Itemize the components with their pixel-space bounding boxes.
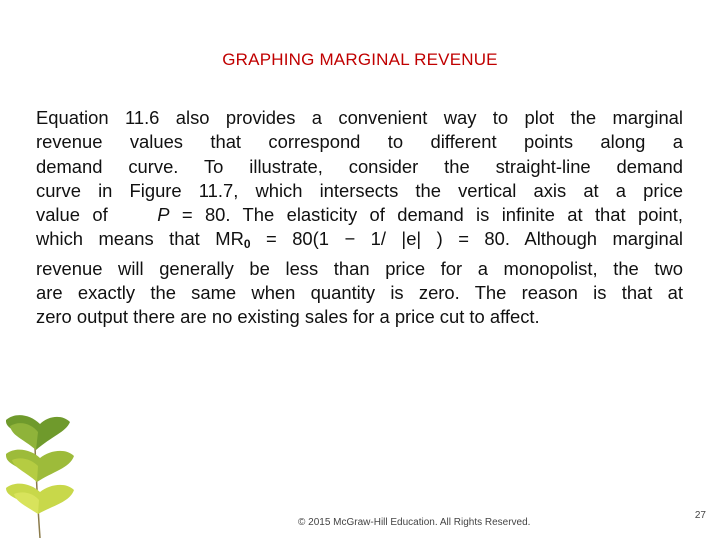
paragraph-line: zero output there are no existing sales for a price cut to affect. <box>36 306 540 328</box>
paragraph-line: curve in Figure 11.7, which intersects the vertical axis at a price <box>36 179 683 201</box>
paragraph-line <box>36 203 683 227</box>
line-text: which means that MR <box>36 228 244 250</box>
ginkgo-leaves-icon <box>0 410 80 540</box>
page-number: 27 <box>694 510 706 521</box>
price-variable: P <box>157 204 170 226</box>
slide-title: GRAPHING MARGINAL REVENUE <box>222 50 498 69</box>
paragraph-line: are exactly the same when quantity is zero. The reason is that at <box>36 282 683 304</box>
paragraph-line: Equation 11.6 also provides a convenient way to plot the marginal <box>36 107 683 128</box>
body-paragraph <box>36 106 683 330</box>
mr-subscript: 0 <box>243 237 251 252</box>
paragraph-line: demand curve. To illustrate, consider the straight-line demand <box>36 155 683 177</box>
paragraph-line: revenue will generally be less than price for a monopolist, the two <box>36 257 683 279</box>
line-text: = 80(1 − 1/ |e| ) = 80. Although marginal <box>250 228 684 250</box>
paragraph-line: revenue values that correspond to different points along a <box>36 131 683 153</box>
line-text: value of <box>36 204 108 226</box>
copyright-footer: © 2015 McGraw-Hill Education. All Rights Reserved. <box>298 517 531 528</box>
line-text: = 80. The elasticity of demand is infinite at that point, <box>169 204 683 226</box>
paragraph-line <box>36 227 683 256</box>
